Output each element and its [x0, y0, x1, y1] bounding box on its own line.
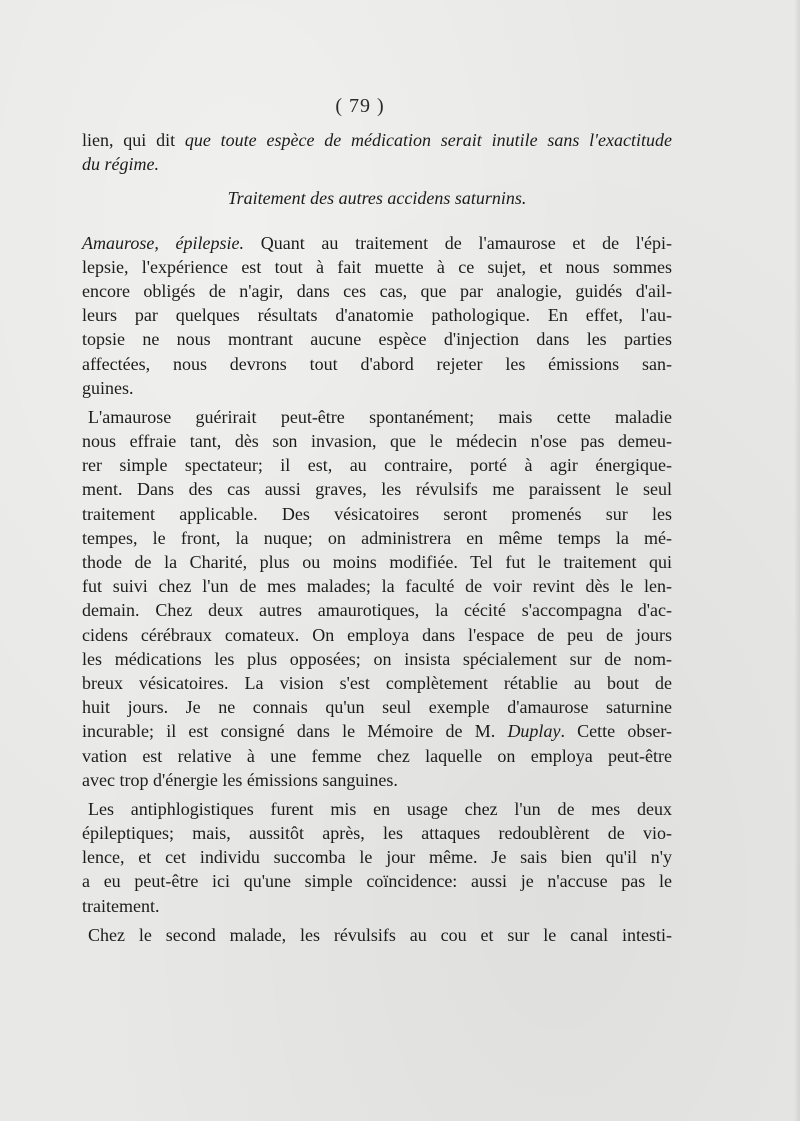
author-name: Duplay [507, 721, 561, 742]
text-line [82, 719, 672, 743]
text-line [82, 231, 672, 255]
text-line: Chez le second malade, les révulsifs au cou et sur le canal intesti- [88, 924, 672, 945]
page-number: ( 79 ) [335, 95, 385, 117]
text-line: les médications les plus opposées; on insista spécialement sur de nom- [82, 648, 672, 669]
text-line: L'amaurose guérirait peut-être spontanément; mais cette maladie [88, 406, 672, 427]
text-line: traitement. [82, 895, 160, 916]
text-line: lence, et cet individu succomba le jour même. Je sais bien qu'il n'y [82, 847, 672, 868]
text-line: guines. [82, 377, 134, 398]
text-line: leurs par quelques résultats d'anatomie pathologique. En effet, l'au- [82, 305, 672, 326]
text-line: rer simple spectateur; il est, au contraire, porté à agir énergique- [82, 455, 672, 476]
text-line: traitement applicable. Des vésicatoires seront promenés sur les [82, 503, 672, 524]
text-line: épileptiques; mais, aussitôt après, les attaques redoublèrent de vio- [82, 823, 672, 844]
text-run: . Cette obser- [560, 721, 672, 742]
page-edge-shadow [794, 0, 800, 1121]
section-heading: Traitement des autres accidens saturnins. [227, 188, 527, 209]
text-line: huit jours. Je ne connais qu'un seul exemple d'amaurose saturnine [82, 697, 672, 718]
text-line: du régime. [82, 154, 159, 175]
text-line: vation est relative à une femme chez laquelle on employa peut-être [82, 745, 672, 766]
italic-quote: que toute espèce de médication serait inutile sans l'exactitude [184, 130, 672, 150]
text-line: fut suivi chez l'un de mes malades; la faculté de voir revint dès le len- [82, 576, 672, 597]
text-line: Les antiphlogistiques furent mis en usage chez l'un de mes deux [88, 798, 672, 819]
text-line: thode de la Charité, plus ou moins modifiée. Tel fut le traitement qui [82, 552, 672, 572]
text-run: incurable; il est consigné dans le Mémoire de M. [82, 721, 508, 742]
text-line [82, 128, 672, 152]
body-text [82, 128, 672, 947]
text-line: tempes, le front, la nuque; on administrera en même temps la mé- [82, 527, 672, 548]
text-line: breux vésicatoires. La vision s'est complètement rétablie au bout de [82, 672, 672, 693]
text-line: ment. Dans des cas aussi graves, les révulsifs me paraissent le seul [82, 479, 672, 500]
text-line: affectées, nous devrons tout d'abord rejeter les émissions san- [82, 353, 672, 374]
text-line: nous effraie tant, dès son invasion, que le médecin n'ose pas demeu- [82, 431, 672, 452]
text-line: demain. Chez deux autres amaurotiques, la cécité s'accompagna d'ac- [82, 600, 672, 621]
text-line: avec trop d'énergie les émissions sanguines. [82, 769, 398, 790]
text-run: Quant au traitement de l'amaurose et de l'épi- [244, 232, 672, 253]
paragraph-label: Amaurose, épilepsie. [82, 232, 245, 253]
text-run: lien, qui dit [82, 130, 185, 150]
text-line: a eu peut-être ici qu'une simple coïncidence: aussi je n'accuse pas le [82, 871, 672, 892]
text-line: cidens cérébraux comateux. On employa dans l'espace de peu de jours [82, 624, 672, 645]
text-line: encore obligés de n'agir, dans ces cas, que par analogie, guidés d'ail- [82, 280, 672, 301]
text-line: lepsie, l'expérience est tout à fait muette à ce sujet, et nous sommes [82, 256, 672, 277]
text-line: topsie ne nous montrant aucune espèce d'injection dans les parties [82, 329, 672, 350]
